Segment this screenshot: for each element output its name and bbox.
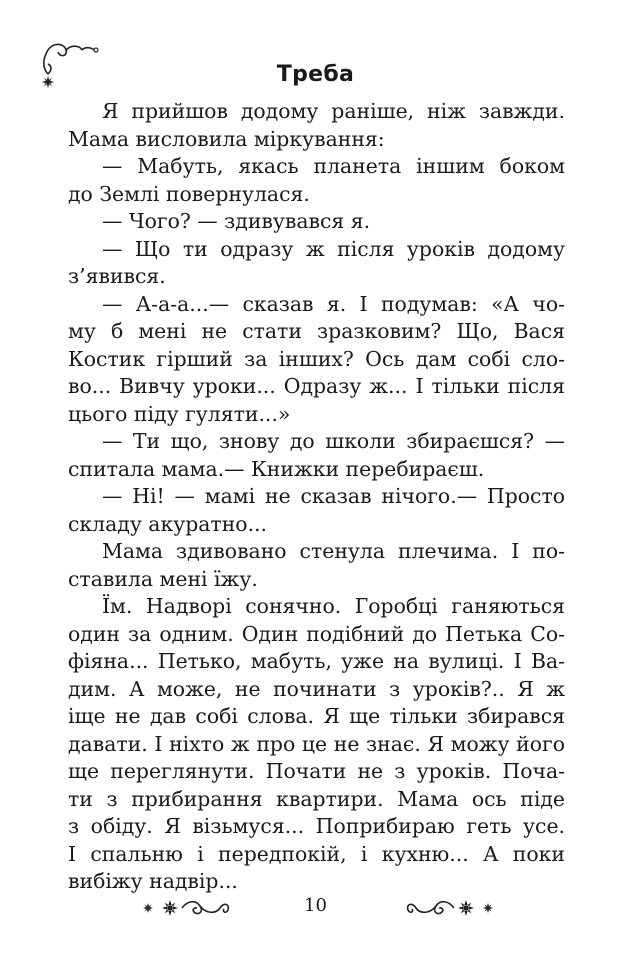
text-line: во... Вивчу уроки... Одразу ж... І тільки після — [68, 374, 565, 398]
text-line: Я прийшов додому раніше, ніж завжди. — [102, 99, 565, 123]
text-line: вибіжу надвір... — [68, 869, 238, 893]
text-line: фіяна... Петько, мабуть, уже на вулиці. І Ва- — [68, 649, 565, 673]
text-line: ще переглянути. Почати не з уроків. Почa- — [68, 759, 565, 783]
text-line: Їм. Надворі сонячно. Горобці ганяються — [102, 594, 565, 618]
text-line: цього піду гуляти...» — [68, 401, 291, 426]
text-line: — А-а-а...— сказав я. І подумав: «А чо- — [102, 291, 565, 316]
text-line: дим. А може, не починати з уроків?.. Я ж — [68, 676, 565, 701]
chapter-title: Треба — [276, 62, 355, 87]
text-line: давати. І ніхто ж про це не знає. Я можу його — [68, 731, 565, 756]
text-line: І спальню і передпокій, і кухню... А поки — [68, 841, 565, 866]
text-line: — Чого? — здивувався я. — [102, 209, 371, 233]
text-line: Костик гірший за інших? Ось дам собі сло- — [68, 346, 565, 371]
text-line: — Ти що, знову до школи збираєшся? — — [102, 429, 565, 453]
text-line: один за одним. Один подібний до Петька Со- — [68, 621, 565, 646]
story-text — [68, 98, 565, 896]
text-line: до Землі повернулася. — [68, 181, 310, 206]
text-line: — Ні! — мамі не сказав нічого.— Просто — [102, 484, 565, 508]
text-line: — Що ти одразу ж після уроків додому — [102, 236, 565, 261]
text-line: спитала мама.— Книжки перебираєш. — [68, 456, 485, 481]
text-line: Мама висловила міркування: — [68, 126, 385, 151]
page-number: 10 — [304, 895, 327, 916]
text-line: Мама здивовано стенула плечима. І по- — [102, 539, 565, 563]
text-line: з обіду. Я візьмуся... Поприбираю геть усе. — [68, 814, 565, 838]
text-line: ставила мені їжу. — [68, 566, 258, 591]
text-line: ти з прибирання квартири. Мама ось піде — [68, 786, 565, 811]
text-line: — Мабуть, якась планета іншим боком — [102, 154, 565, 178]
text-line: іще не дав собі слова. Я ще тільки збирався — [68, 704, 565, 728]
text-line: складу акуратно... — [68, 511, 268, 536]
floral-ornament-right-icon — [400, 896, 496, 920]
text-line: з’явився. — [68, 264, 166, 288]
text-line: му б мені не стати зразковим? Що, Вася — [68, 319, 565, 343]
